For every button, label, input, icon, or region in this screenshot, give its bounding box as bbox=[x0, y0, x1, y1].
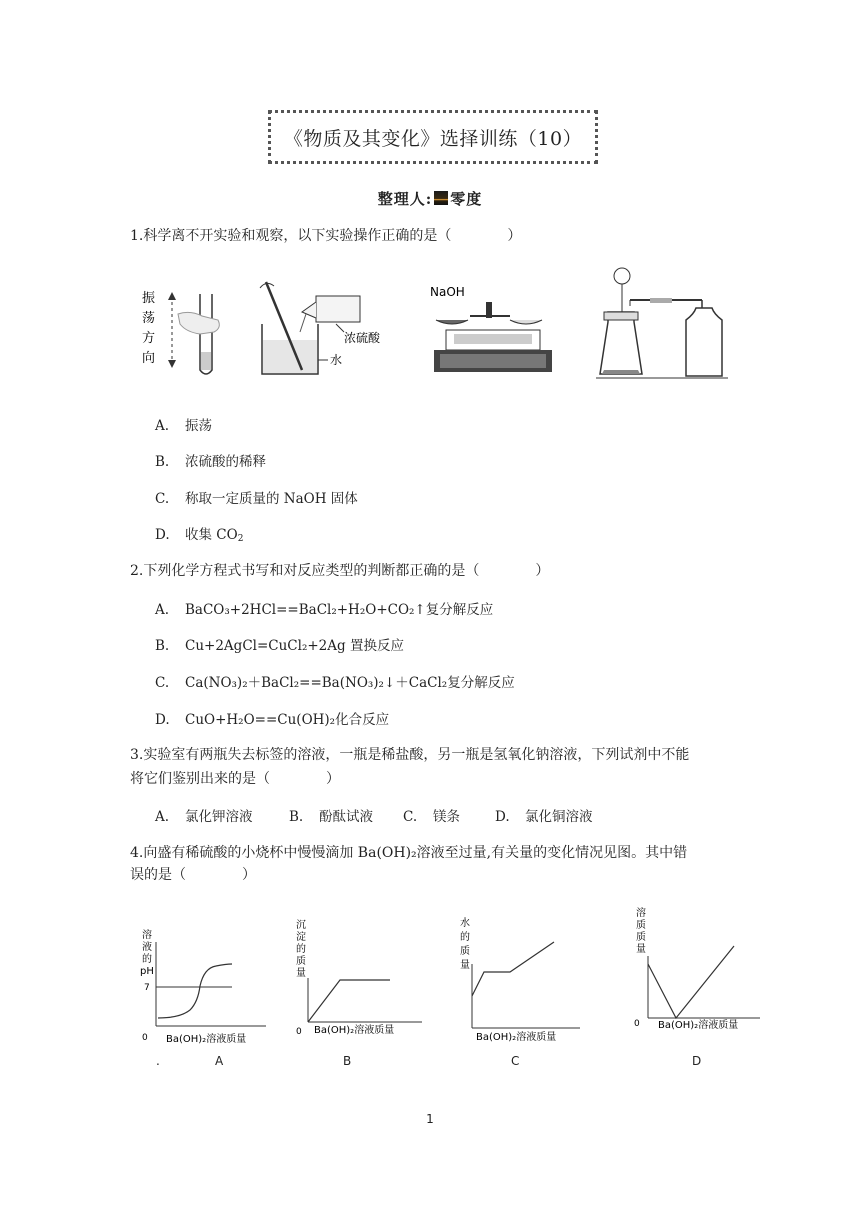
acid-label: 浓硫酸 bbox=[344, 331, 381, 345]
option-text: 浓硫酸的稀释 bbox=[185, 454, 266, 470]
graph-caption-dot: . bbox=[156, 1054, 160, 1068]
option-text: 酚酞试液 bbox=[319, 809, 373, 825]
graph-caption-d: D bbox=[692, 1054, 702, 1068]
graph-b-ylabel-3: 的 bbox=[296, 944, 306, 955]
graph-c-xlabel: Ba(OH)₂溶液质量 bbox=[476, 1032, 557, 1043]
q2-option-b[interactable] bbox=[155, 634, 404, 654]
graph-a bbox=[140, 928, 266, 1045]
shake-label-2: 荡 bbox=[142, 311, 156, 326]
option-label: D. bbox=[155, 527, 170, 543]
question-2-stem: 2.下列化学方程式书写和对反应类型的判断都正确的是（ ） bbox=[130, 563, 550, 579]
option-subscript: 2 bbox=[237, 534, 244, 544]
balance-figure bbox=[430, 285, 552, 372]
question-3-stem-line2: 将它们鉴别出来的是（ ） bbox=[130, 771, 340, 787]
option-text: 收集 CO bbox=[185, 527, 238, 543]
graph-a-ylabel-1: 溶 bbox=[142, 930, 152, 941]
q3-option-d[interactable] bbox=[495, 805, 593, 825]
graph-a-xlabel: Ba(OH)₂溶液质量 bbox=[166, 1034, 247, 1045]
compiler-name: 零度 bbox=[450, 190, 483, 208]
q2-option-c[interactable] bbox=[155, 671, 515, 691]
q2-option-a[interactable] bbox=[155, 598, 493, 618]
graph-caption-b: B bbox=[343, 1054, 352, 1068]
naoh-label: NaOH bbox=[430, 285, 465, 299]
graph-d-xlabel: Ba(OH)₂溶液质量 bbox=[658, 1020, 739, 1031]
option-text: 氯化铜溶液 bbox=[525, 809, 593, 825]
option-label: B. bbox=[155, 638, 170, 654]
option-text: CuO+H₂O==Cu(OH)₂化合反应 bbox=[185, 712, 390, 728]
graph-d-ylabel-4: 量 bbox=[636, 944, 646, 955]
option-label: A. bbox=[155, 418, 170, 434]
graph-a-ylabel-3: 的 bbox=[142, 954, 152, 965]
graph-c bbox=[460, 916, 580, 1043]
water-label: 水 bbox=[330, 353, 343, 367]
graph-d-ylabel-3: 质 bbox=[636, 932, 646, 943]
graph-d-origin: 0 bbox=[634, 1019, 640, 1029]
graph-caption-a: A bbox=[215, 1054, 224, 1068]
graph-d-ylabel-1: 溶 bbox=[636, 908, 646, 919]
page-number: 1 bbox=[426, 1112, 434, 1126]
option-label: C. bbox=[403, 809, 418, 825]
q2-option-d[interactable] bbox=[155, 708, 389, 728]
graph-a-ylabel-4: pH bbox=[140, 966, 154, 977]
q1-option-c[interactable] bbox=[155, 487, 358, 507]
graph-b bbox=[296, 919, 422, 1037]
graph-d bbox=[634, 906, 760, 1031]
q1-apparatus-figure bbox=[130, 262, 740, 386]
compiler-prefix: 整理人: bbox=[377, 190, 433, 208]
graph-b-xlabel: Ba(OH)₂溶液质量 bbox=[314, 1025, 395, 1036]
question-4-stem-line2: 误的是（ ） bbox=[130, 867, 256, 883]
q1-option-d[interactable] bbox=[155, 523, 243, 543]
option-text: 氯化钾溶液 bbox=[185, 809, 253, 825]
title-text: 《物质及其变化》选择训练（10） bbox=[283, 127, 583, 150]
question-1-stem: 1.科学离不开实验和观察，以下实验操作正确的是（ ） bbox=[130, 228, 522, 244]
q4-graphs-figure bbox=[128, 898, 768, 1046]
option-label: D. bbox=[155, 712, 170, 728]
q3-option-c[interactable] bbox=[403, 805, 460, 825]
option-text: 称取一定质量的 NaOH 固体 bbox=[185, 491, 358, 507]
q1-option-b[interactable] bbox=[155, 450, 266, 470]
option-label: B. bbox=[155, 454, 170, 470]
compiler-line bbox=[0, 188, 860, 209]
graph-c-ylabel-1: 水 bbox=[460, 918, 470, 929]
avatar-icon bbox=[434, 191, 448, 205]
option-label: B. bbox=[289, 809, 304, 825]
graph-caption-c: C bbox=[511, 1054, 520, 1068]
graph-c-ylabel-2: 的 bbox=[460, 932, 470, 943]
graph-a-origin: 0 bbox=[142, 1033, 148, 1043]
option-label: C. bbox=[155, 491, 170, 507]
graph-a-seven-label: 7 bbox=[144, 983, 150, 993]
option-text: Cu+2AgCl=CuCl₂+2Ag 置换反应 bbox=[185, 638, 404, 654]
collection-figure bbox=[596, 268, 728, 378]
option-label: A. bbox=[155, 602, 170, 618]
graph-b-ylabel-1: 沉 bbox=[296, 920, 306, 931]
shake-label-3: 方 bbox=[142, 331, 156, 346]
option-label: A. bbox=[155, 809, 170, 825]
shaking-figure bbox=[142, 290, 219, 374]
question-3-stem-line1: 3.实验室有两瓶失去标签的溶液，一瓶是稀盐酸，另一瓶是氢氧化钠溶液，下列试剂中不能 bbox=[130, 747, 690, 763]
graph-b-ylabel-2: 淀 bbox=[296, 932, 306, 943]
graph-d-ylabel-2: 质 bbox=[636, 920, 646, 931]
graph-c-ylabel-3: 质 bbox=[460, 946, 470, 957]
option-label: C. bbox=[155, 675, 170, 691]
page-title bbox=[268, 110, 598, 164]
q3-option-a[interactable] bbox=[155, 805, 253, 825]
option-text: 镁条 bbox=[433, 809, 460, 825]
option-text: 振荡 bbox=[185, 418, 212, 434]
q3-option-b[interactable] bbox=[289, 805, 373, 825]
question-4-stem-line1: 4.向盛有稀硫酸的小烧杯中慢慢滴加 Ba(OH)₂溶液至过量,有关量的变化情况见图。其中错 bbox=[130, 845, 688, 861]
dilution-figure bbox=[260, 282, 381, 374]
graph-b-origin: 0 bbox=[296, 1027, 302, 1037]
graph-a-ylabel-2: 液 bbox=[142, 942, 152, 953]
option-text: BaCO₃+2HCl==BaCl₂+H₂O+CO₂↑复分解反应 bbox=[185, 602, 494, 618]
shake-label-1: 振 bbox=[142, 291, 156, 306]
q1-option-a[interactable] bbox=[155, 414, 212, 434]
option-text: Ca(NO₃)₂＋BaCl₂==Ba(NO₃)₂↓＋CaCl₂复分解反应 bbox=[185, 675, 515, 691]
shake-label-4: 向 bbox=[142, 351, 156, 366]
graph-c-ylabel-4: 量 bbox=[460, 960, 470, 971]
option-label: D. bbox=[495, 809, 510, 825]
graph-b-ylabel-5: 量 bbox=[296, 968, 306, 979]
graph-b-ylabel-4: 质 bbox=[296, 956, 306, 967]
